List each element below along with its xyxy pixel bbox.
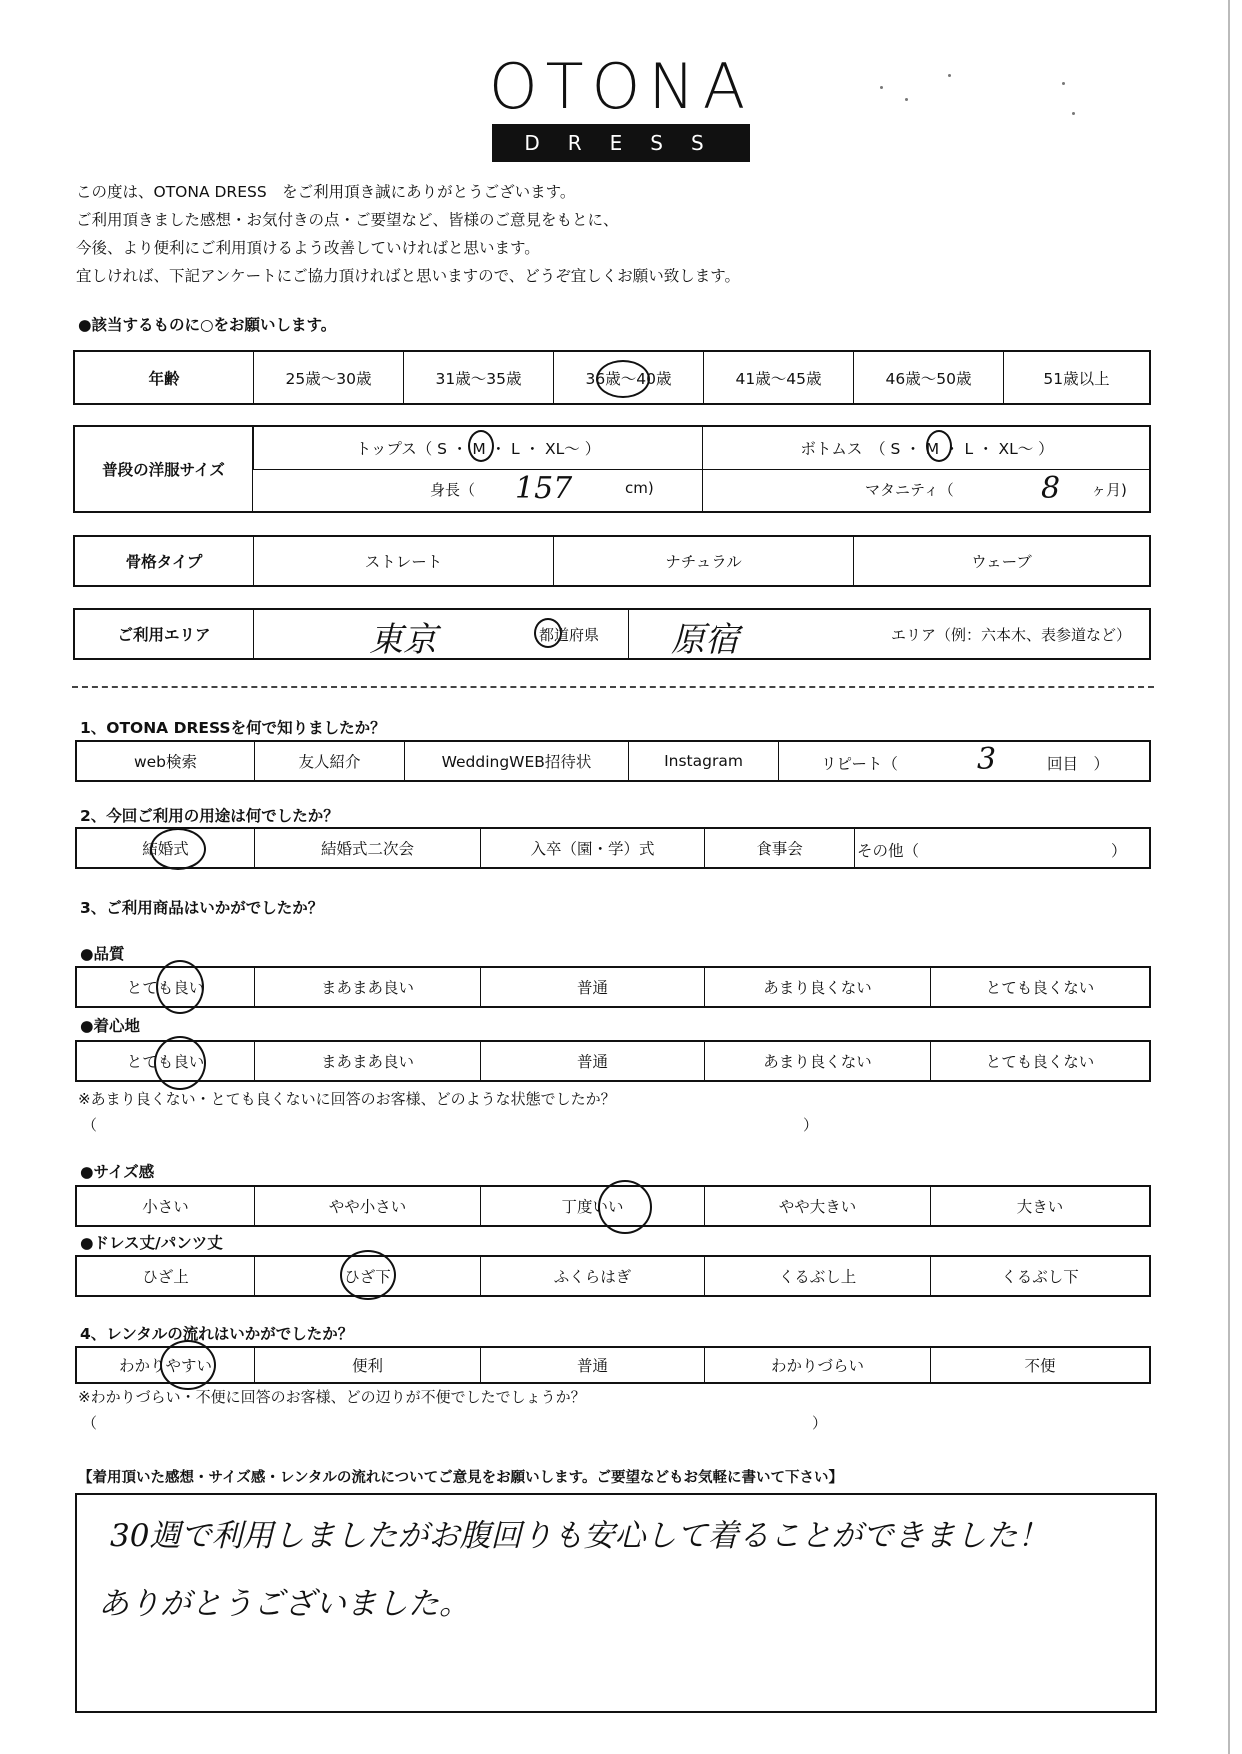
size-divider xyxy=(253,469,1149,470)
body-type-table xyxy=(73,535,1151,587)
q3-note-close: ） xyxy=(803,1116,819,1134)
intro-line: この度は、OTONA DRESS をご利用頂き誠にありがとうございます。 xyxy=(76,183,576,201)
size-table xyxy=(73,425,1151,513)
scan-edge xyxy=(1228,0,1230,1754)
q4-note-open: （ xyxy=(82,1414,98,1432)
q3-title: 3、ご利用商品はいかがでしたか？ xyxy=(80,899,324,917)
q2-option[interactable]: 食事会 xyxy=(704,829,854,867)
quality-option[interactable]: 普通 xyxy=(480,968,704,1006)
size-label: 普段の洋服サイズ xyxy=(75,427,253,511)
length-option[interactable]: ひざ上 xyxy=(142,1268,189,1286)
q2-title: 2、今回ご利用の用途は何でしたか？ xyxy=(80,807,339,825)
length-table xyxy=(75,1255,1151,1297)
maternity-label: マタニティ（ xyxy=(865,481,954,499)
logo-otona: OTONA xyxy=(488,50,754,123)
comfort-option[interactable]: まあまあ良い xyxy=(254,1042,480,1080)
scan-speck xyxy=(1062,82,1065,85)
prefecture-cell[interactable] xyxy=(253,610,628,658)
comfort-table xyxy=(75,1040,1151,1082)
area-value: 原宿 xyxy=(671,620,739,660)
comfort-option[interactable]: とても良い xyxy=(126,1053,205,1071)
q2-option[interactable]: 入卒（園・学）式 xyxy=(480,829,704,867)
selection-circle xyxy=(150,828,206,870)
q4-note-close: ） xyxy=(812,1414,828,1432)
scan-speck xyxy=(905,98,908,101)
area-label: ご利用エリア xyxy=(117,626,211,644)
q1-option[interactable]: Instagram xyxy=(628,742,778,780)
q1-table xyxy=(75,740,1151,782)
other-close: ） xyxy=(1111,842,1127,860)
quality-option[interactable]: あまり良くない xyxy=(704,968,930,1006)
instruction: ●該当するものに○をお願いします。 xyxy=(78,316,337,334)
scan-speck xyxy=(880,86,883,89)
area-cell[interactable] xyxy=(628,610,1149,658)
bottoms-size[interactable]: ボトムス （ S ・ M ・ L ・ XL～ ） xyxy=(702,427,1151,469)
age-option[interactable]: 31歳～35歳 xyxy=(403,352,553,403)
selection-circle xyxy=(596,360,650,398)
q4-table xyxy=(75,1346,1151,1384)
age-option[interactable]: 41歳～45歳 xyxy=(703,352,853,403)
fit-option[interactable]: 小さい xyxy=(142,1198,189,1216)
selection-circle xyxy=(598,1180,652,1234)
fit-option[interactable]: やや小さい xyxy=(254,1187,480,1225)
age-option[interactable]: 36歳～40歳 xyxy=(553,352,703,403)
selection-circle xyxy=(926,430,952,462)
maternity-unit: ヶ月) xyxy=(1091,481,1127,499)
scan-speck xyxy=(1072,112,1075,115)
prefecture-suffix: 都道府県 xyxy=(539,626,600,644)
q4-option[interactable]: わかりづらい xyxy=(704,1348,930,1382)
q1-option[interactable]: 友人紹介 xyxy=(254,742,404,780)
q3-note: ※あまり良くない・とても良くないに回答のお客様、どのような状態でしたか？ xyxy=(78,1090,616,1108)
q4-option[interactable]: 不便 xyxy=(930,1348,1149,1382)
q1-option[interactable]: WeddingWEB招待状 xyxy=(404,742,628,780)
selection-circle xyxy=(534,618,562,648)
section-divider xyxy=(72,686,1154,688)
comfort-label: ●着心地 xyxy=(80,1017,141,1035)
q4-option[interactable]: 便利 xyxy=(254,1348,480,1382)
quality-option[interactable]: まあまあ良い xyxy=(254,968,480,1006)
body-type-option[interactable]: ナチュラル xyxy=(553,537,853,585)
q4-title: 4、レンタルの流れはいかがでしたか？ xyxy=(80,1325,354,1343)
q2-option[interactable]: 結婚式二次会 xyxy=(254,829,480,867)
other-open: その他（ xyxy=(857,842,920,860)
intro-text xyxy=(76,178,740,290)
selection-circle xyxy=(156,960,204,1014)
q4-option[interactable]: 普通 xyxy=(480,1348,704,1382)
intro-line: 今後、より便利にご利用頂けるよう改善していければと思います。 xyxy=(76,239,540,257)
comfort-option[interactable]: 普通 xyxy=(480,1042,704,1080)
height-label: 身長（ xyxy=(430,481,476,499)
tops-size[interactable]: トップス（ S ・ M ・ L ・ XL～ ） xyxy=(253,427,702,469)
q1-option[interactable]: web検索 xyxy=(133,753,198,771)
length-option[interactable]: ひざ下 xyxy=(254,1257,480,1295)
age-label: 年齢 xyxy=(148,369,180,388)
length-option[interactable]: くるぶし下 xyxy=(930,1257,1149,1295)
intro-line: 宜しければ、下記アンケートにご協力頂ければと思いますので、どうぞ宜しくお願い致します。 xyxy=(76,267,741,285)
quality-option[interactable]: とても良い xyxy=(126,979,205,997)
height-value[interactable]: 157 xyxy=(515,471,573,506)
prefecture-value: 東京 xyxy=(369,620,437,660)
age-option[interactable]: 25歳～30歳 xyxy=(253,352,403,403)
fit-option[interactable]: 丁度いい xyxy=(480,1187,704,1225)
q3-note-open: （ xyxy=(82,1116,98,1134)
quality-table xyxy=(75,966,1151,1008)
q2-other-cell[interactable] xyxy=(854,829,1149,867)
area-hint: エリア（例：六本木、表参道など） xyxy=(891,626,1132,644)
age-option[interactable]: 46歳～50歳 xyxy=(853,352,1003,403)
selection-circle xyxy=(340,1250,396,1300)
selection-circle xyxy=(468,430,494,462)
area-table xyxy=(73,608,1151,660)
q2-table xyxy=(75,827,1151,869)
maternity-value[interactable]: 8 xyxy=(1041,471,1061,506)
comfort-option[interactable]: あまり良くない xyxy=(704,1042,930,1080)
q4-option[interactable]: わかりやすい xyxy=(118,1357,212,1375)
selection-circle xyxy=(154,1036,206,1090)
fit-option[interactable]: 大きい xyxy=(930,1187,1149,1225)
comments-title: 【着用頂いた感想・サイズ感・レンタルの流れについてご意見をお願いします。ご要望などもお気軽に書いて下さい】 xyxy=(78,1470,843,1486)
length-label: ●ドレス丈/パンツ丈 xyxy=(80,1234,223,1252)
fit-option[interactable]: やや大きい xyxy=(704,1187,930,1225)
length-option[interactable]: ふくらはぎ xyxy=(480,1257,704,1295)
q4-note: ※わかりづらい・不便に回答のお客様、どの辺りが不便でしたでしょうか？ xyxy=(78,1388,586,1406)
scan-speck xyxy=(948,74,951,77)
quality-option[interactable]: とても良くない xyxy=(930,968,1149,1006)
body-type-option[interactable]: ウェーブ xyxy=(853,537,1149,585)
repeat-label: リピート（ xyxy=(821,755,898,773)
repeat-value: 3 xyxy=(977,742,997,777)
q2-option[interactable]: 結婚式 xyxy=(142,840,189,858)
repeat-suffix: 回目 ） xyxy=(1047,755,1110,773)
q1-title: 1、OTONA DRESSを何で知りましたか？ xyxy=(80,719,386,737)
length-option[interactable]: くるぶし上 xyxy=(704,1257,930,1295)
body-type-option[interactable]: ストレート xyxy=(253,537,553,585)
q1-repeat-cell[interactable] xyxy=(778,742,1149,780)
selection-circle xyxy=(160,1340,216,1390)
comment-line: 30週で利用しましたがお腹回りも安心して着ることができました！ xyxy=(110,1518,1049,1554)
height-unit: cm) xyxy=(625,479,654,497)
comfort-option[interactable]: とても良くない xyxy=(930,1042,1149,1080)
comment-line: ありがとうございました。 xyxy=(98,1586,470,1622)
intro-line: ご利用頂きました感想・お気付きの点・ご要望など、皆様のご意見をもとに、 xyxy=(76,211,619,229)
body-type-label: 骨格タイプ xyxy=(125,553,203,571)
quality-label: ●品質 xyxy=(80,945,125,963)
logo-dress: DRESS xyxy=(492,124,750,162)
age-option[interactable]: 51歳以上 xyxy=(1003,352,1149,403)
fit-label: ●サイズ感 xyxy=(80,1163,155,1181)
